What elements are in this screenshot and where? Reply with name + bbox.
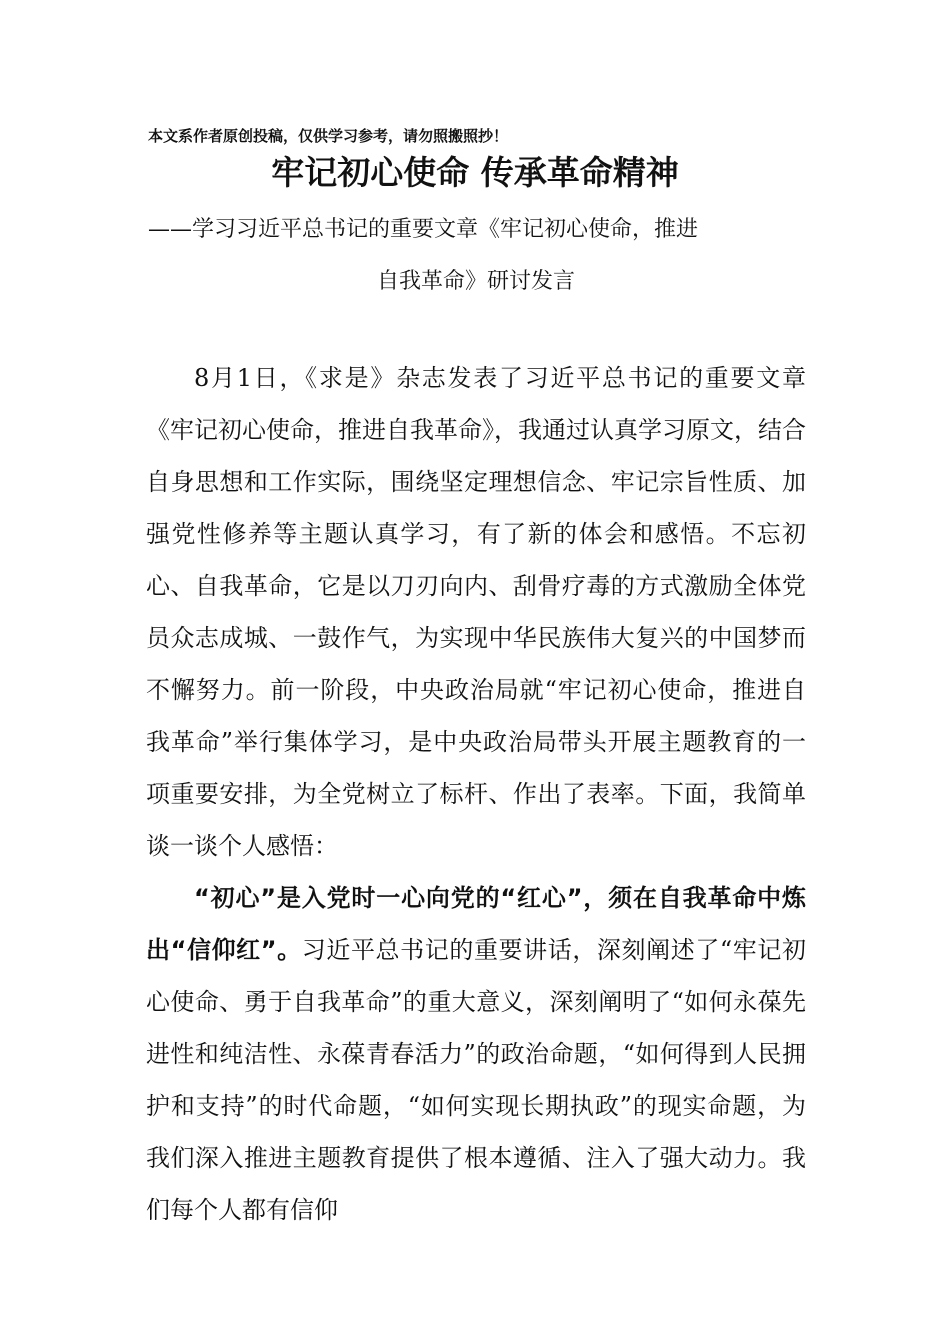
subtitle-line-2: 自我革命》研讨发言	[376, 269, 575, 294]
document-subtitle	[148, 204, 804, 308]
body-paragraph-2	[146, 872, 806, 1236]
document-title: 牢记初心使命 传承革命精神	[271, 153, 679, 192]
body-paragraph-1: 8月1日，《求是》杂志发表了习近平总书记的重要文章《牢记初心使命，推进自我革命》，我通过认真学习原文，结合自身思想和工作实际，围绕坚定理想信念、牢记宗旨性质、加强党性修养等主题认真学习，有了新的体会和感悟。不忘初心、自我革命，它是以刀刃向内、刮骨疗毒的方式激励全体党员众志成城、一鼓作气，为实现中华民族伟大复兴的中国梦而不懈努力。前一阶段，中央政治局就“牢记初心使命，推进自我革命”举行集体学习，是中央政治局带头开展主题教育的一项重要安排，为全党树立了标杆、作出了表率。下面，我简单谈一谈个人感悟：	[146, 364, 806, 860]
copyright-notice: 本文系作者原创投稿，仅供学习参考，请勿照搬照抄！	[148, 127, 509, 145]
paragraph-2-text: 习近平总书记的重要讲话，深刻阐述了“牢记初心使命、勇于自我革命”的重大意义，深刻阐明了“如何永葆先进性和纯洁性、永葆青春活力”的政治命题，“如何得到人民拥护和支持”的时代命题，“如何实现长期执政”的现实命题，为我们深入推进主题教育提供了根本遵循、注入了强大动力。我们每个人都有信仰	[146, 936, 806, 1224]
subtitle-line-1: ——学习习近平总书记的重要文章《牢记初心使命，推进	[148, 217, 699, 242]
paragraph-2-heading: “初心”是入党时一心向党的“红心”，须在自我革命中炼出“信仰红”。	[146, 884, 806, 964]
document-body	[146, 352, 806, 1252]
